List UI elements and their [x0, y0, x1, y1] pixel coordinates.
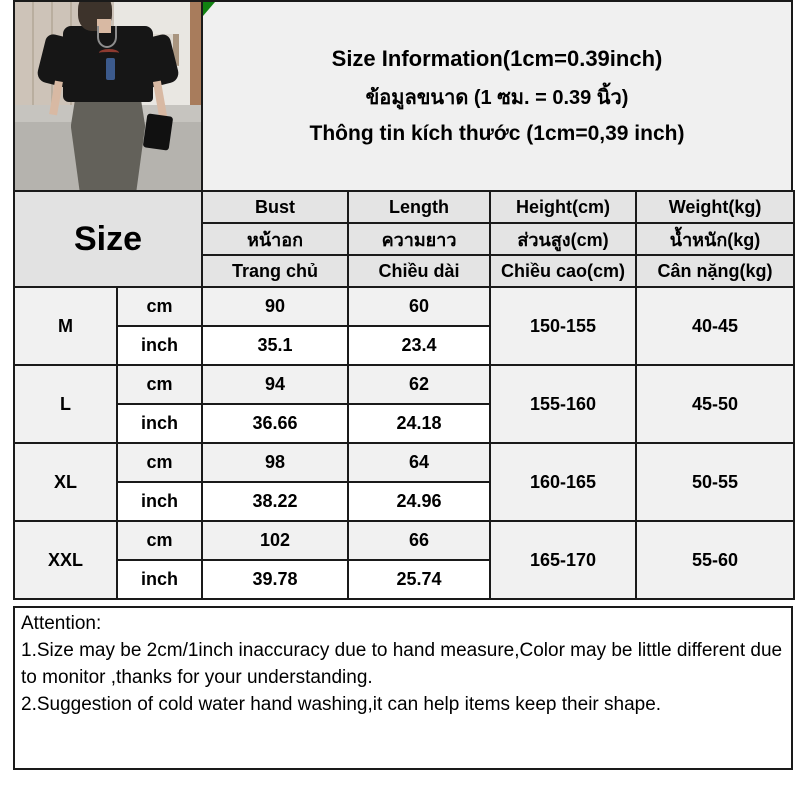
- size-label-xxl: XXL: [14, 521, 117, 599]
- height-range-xxl: 165-170: [490, 521, 636, 599]
- length-inch-m: 23.4: [348, 326, 490, 365]
- height-range-m: 150-155: [490, 287, 636, 365]
- photo-clutch-bag: [143, 113, 173, 150]
- col-header-bust-en: Bust: [202, 191, 348, 223]
- unit-label-inch: inch: [117, 404, 202, 443]
- unit-label-cm: cm: [117, 365, 202, 404]
- excel-corner-triangle-icon: [203, 2, 215, 16]
- col-header-height-vi: Chiều cao(cm): [490, 255, 636, 287]
- bust-cm-xl: 98: [202, 443, 348, 482]
- col-header-weight-en: Weight(kg): [636, 191, 794, 223]
- col-header-length-vi: Chiều dài: [348, 255, 490, 287]
- col-header-length-th: ความยาว: [348, 223, 490, 255]
- weight-range-l: 45-50: [636, 365, 794, 443]
- bust-inch-xxl: 39.78: [202, 560, 348, 599]
- weight-range-xxl: 55-60: [636, 521, 794, 599]
- table-row: [14, 443, 794, 482]
- col-header-bust-th: หน้าอก: [202, 223, 348, 255]
- title-english: Size Information(1cm=0.39inch): [331, 46, 663, 71]
- attention-note-2: 2.Suggestion of cold water hand washing,it can help items keep their shape.: [21, 693, 662, 715]
- unit-label-inch: inch: [117, 560, 202, 599]
- size-table: [13, 190, 795, 600]
- length-inch-xxl: 25.74: [348, 560, 490, 599]
- table-row: [14, 521, 794, 560]
- col-header-length-en: Length: [348, 191, 490, 223]
- length-inch-xl: 24.96: [348, 482, 490, 521]
- weight-range-xl: 50-55: [636, 443, 794, 521]
- table-row: [14, 365, 794, 404]
- height-range-l: 155-160: [490, 365, 636, 443]
- size-label-m: M: [14, 287, 117, 365]
- col-header-height-th: ส่วนสูง(cm): [490, 223, 636, 255]
- length-cm-xxl: 66: [348, 521, 490, 560]
- col-header-bust-vi: Trang chủ: [202, 255, 348, 287]
- bust-inch-xl: 38.22: [202, 482, 348, 521]
- bust-inch-m: 35.1: [202, 326, 348, 365]
- bust-cm-m: 90: [202, 287, 348, 326]
- col-header-weight-vi: Cân nặng(kg): [636, 255, 794, 287]
- length-cm-xl: 64: [348, 443, 490, 482]
- bust-cm-l: 94: [202, 365, 348, 404]
- length-inch-l: 24.18: [348, 404, 490, 443]
- attention-note-1: 1.Size may be 2cm/1inch inaccuracy due to hand measure,Color may be little different due to monitor ,thanks for your understanding.: [21, 639, 783, 688]
- size-label-l: L: [14, 365, 117, 443]
- length-cm-m: 60: [348, 287, 490, 326]
- top-section: [13, 0, 793, 190]
- photo-shirt-print-arc: [99, 49, 119, 57]
- table-row: [14, 287, 794, 326]
- col-header-height-en: Height(cm): [490, 191, 636, 223]
- unit-label-cm: cm: [117, 521, 202, 560]
- title-thai: ข้อมูลขนาด (1 ซม. = 0.39 นิ้ว): [365, 87, 629, 109]
- height-range-xl: 160-165: [490, 443, 636, 521]
- size-label-xl: XL: [14, 443, 117, 521]
- bust-cm-xxl: 102: [202, 521, 348, 560]
- product-photo: [15, 2, 203, 190]
- length-cm-l: 62: [348, 365, 490, 404]
- unit-label-inch: inch: [117, 326, 202, 365]
- photo-wood-panel: [190, 2, 201, 107]
- unit-label-cm: cm: [117, 287, 202, 326]
- photo-shirt-print-bar: [106, 58, 115, 80]
- header-row-en: [14, 191, 794, 223]
- size-chart-page: [13, 0, 793, 796]
- unit-label-inch: inch: [117, 482, 202, 521]
- weight-range-m: 40-45: [636, 287, 794, 365]
- unit-label-cm: cm: [117, 443, 202, 482]
- title-vietnamese: Thông tin kích thước (1cm=0,39 inch): [309, 122, 685, 145]
- photo-gray-trousers: [71, 98, 145, 190]
- size-info-title-block: [203, 2, 791, 190]
- bust-inch-l: 36.66: [202, 404, 348, 443]
- attention-heading: Attention:: [21, 613, 102, 634]
- size-header-cell: Size: [14, 191, 202, 287]
- attention-box: [13, 606, 793, 770]
- col-header-weight-th: น้ำหนัก(kg): [636, 223, 794, 255]
